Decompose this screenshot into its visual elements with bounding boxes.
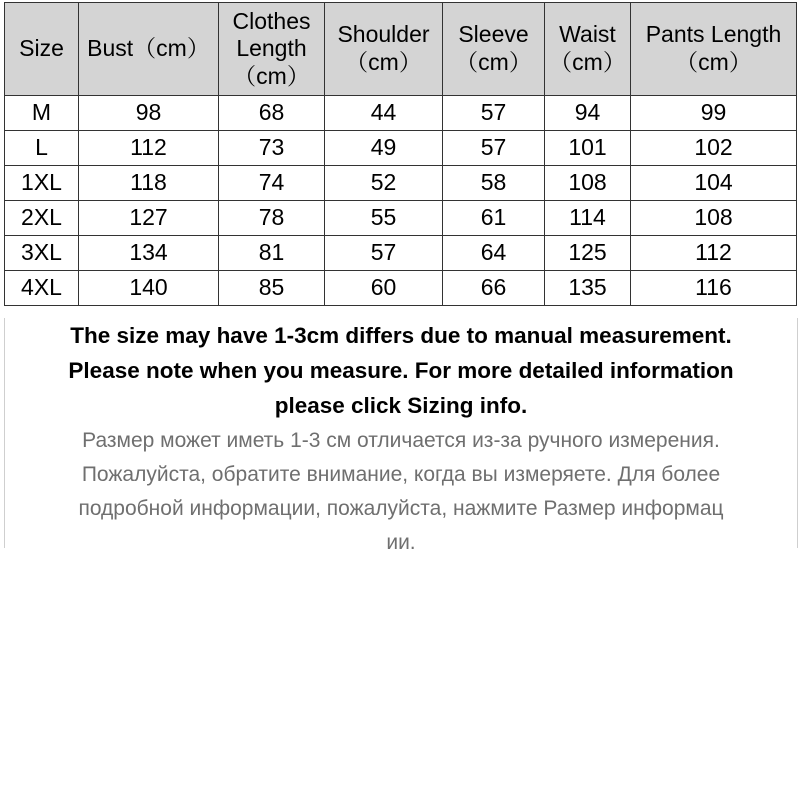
english-note-line: Please note when you measure. For more detailed information — [68, 358, 734, 383]
cell-bust: 98 — [79, 96, 219, 131]
cell-pants-length: 112 — [631, 236, 797, 271]
english-note-line: please click Sizing info. — [274, 393, 528, 418]
cell-bust: 112 — [79, 131, 219, 166]
cell-shoulder: 49 — [325, 131, 443, 166]
size-chart-table — [4, 2, 797, 306]
header-line: （cm） — [549, 49, 626, 75]
russian-note-line: подробной информации, пожалуйста, нажмите Размер информац — [78, 497, 724, 520]
header-line: Shoulder — [337, 21, 430, 48]
cell-size: 3XL — [5, 236, 79, 271]
header-size — [5, 3, 79, 96]
cell-sleeve: 64 — [443, 236, 545, 271]
cell-waist: 101 — [545, 131, 631, 166]
header-line: Length — [236, 35, 307, 62]
header-line: Bust（cm） — [87, 35, 210, 62]
table-row — [5, 96, 797, 131]
russian-note-line: Размер может иметь 1-3 см отличается из-за ручного измерения. — [82, 429, 720, 452]
russian-note-line: Пожалуйста, обратите внимание, когда вы измеряете. Для более — [81, 463, 721, 486]
cell-shoulder: 57 — [325, 236, 443, 271]
header-line: Size — [19, 35, 64, 62]
cell-waist: 108 — [545, 166, 631, 201]
header-line: Waist — [559, 21, 616, 48]
cell-clothes-length: 78 — [219, 201, 325, 236]
cell-shoulder: 52 — [325, 166, 443, 201]
cell-clothes-length: 68 — [219, 96, 325, 131]
cell-pants-length: 102 — [631, 131, 797, 166]
cell-pants-length: 116 — [631, 271, 797, 306]
cell-size: L — [5, 131, 79, 166]
cell-clothes-length: 74 — [219, 166, 325, 201]
cell-size: M — [5, 96, 79, 131]
header-clothes-length — [219, 3, 325, 96]
header-line: Pants Length — [645, 21, 782, 48]
notes-box — [4, 318, 798, 554]
cell-waist: 114 — [545, 201, 631, 236]
cell-bust: 140 — [79, 271, 219, 306]
cell-waist: 125 — [545, 236, 631, 271]
table-row — [5, 201, 797, 236]
cell-shoulder: 55 — [325, 201, 443, 236]
cell-shoulder: 44 — [325, 96, 443, 131]
cell-sleeve: 66 — [443, 271, 545, 306]
cell-pants-length: 99 — [631, 96, 797, 131]
header-line: （cm） — [455, 49, 532, 75]
cell-size: 4XL — [5, 271, 79, 306]
header-line: Clothes — [232, 7, 311, 34]
cell-sleeve: 61 — [443, 201, 545, 236]
cell-bust: 127 — [79, 201, 219, 236]
table-header — [5, 3, 797, 96]
cell-sleeve: 57 — [443, 96, 545, 131]
cell-sleeve: 58 — [443, 166, 545, 201]
cell-shoulder: 60 — [325, 271, 443, 306]
table-row — [5, 271, 797, 306]
cell-bust: 118 — [79, 166, 219, 201]
russian-note — [5, 425, 797, 559]
english-note — [5, 318, 797, 423]
cell-size: 2XL — [5, 201, 79, 236]
cell-pants-length: 108 — [631, 201, 797, 236]
english-note-line: The size may have 1-3cm differs due to manual measurement. — [70, 323, 732, 348]
russian-note-line: ии. — [386, 531, 416, 554]
cell-clothes-length: 81 — [219, 236, 325, 271]
cell-waist: 135 — [545, 271, 631, 306]
header-line: （cm） — [345, 49, 422, 75]
table-row — [5, 166, 797, 201]
cell-size: 1XL — [5, 166, 79, 201]
header-shoulder — [325, 3, 443, 96]
header-pants-length — [631, 3, 797, 96]
header-line: （cm） — [675, 49, 752, 75]
header-line: Sleeve — [458, 21, 529, 48]
table-row — [5, 131, 797, 166]
cell-clothes-length: 73 — [219, 131, 325, 166]
cell-pants-length: 104 — [631, 166, 797, 201]
table-body — [5, 96, 797, 306]
header-line: （cm） — [233, 62, 310, 89]
notes-section — [0, 318, 800, 554]
header-bust — [79, 3, 219, 96]
header-sleeve — [443, 3, 545, 96]
header-waist — [545, 3, 631, 96]
cell-sleeve: 57 — [443, 131, 545, 166]
table-row — [5, 236, 797, 271]
cell-clothes-length: 85 — [219, 271, 325, 306]
header-row — [5, 3, 797, 96]
cell-bust: 134 — [79, 236, 219, 271]
cell-waist: 94 — [545, 96, 631, 131]
